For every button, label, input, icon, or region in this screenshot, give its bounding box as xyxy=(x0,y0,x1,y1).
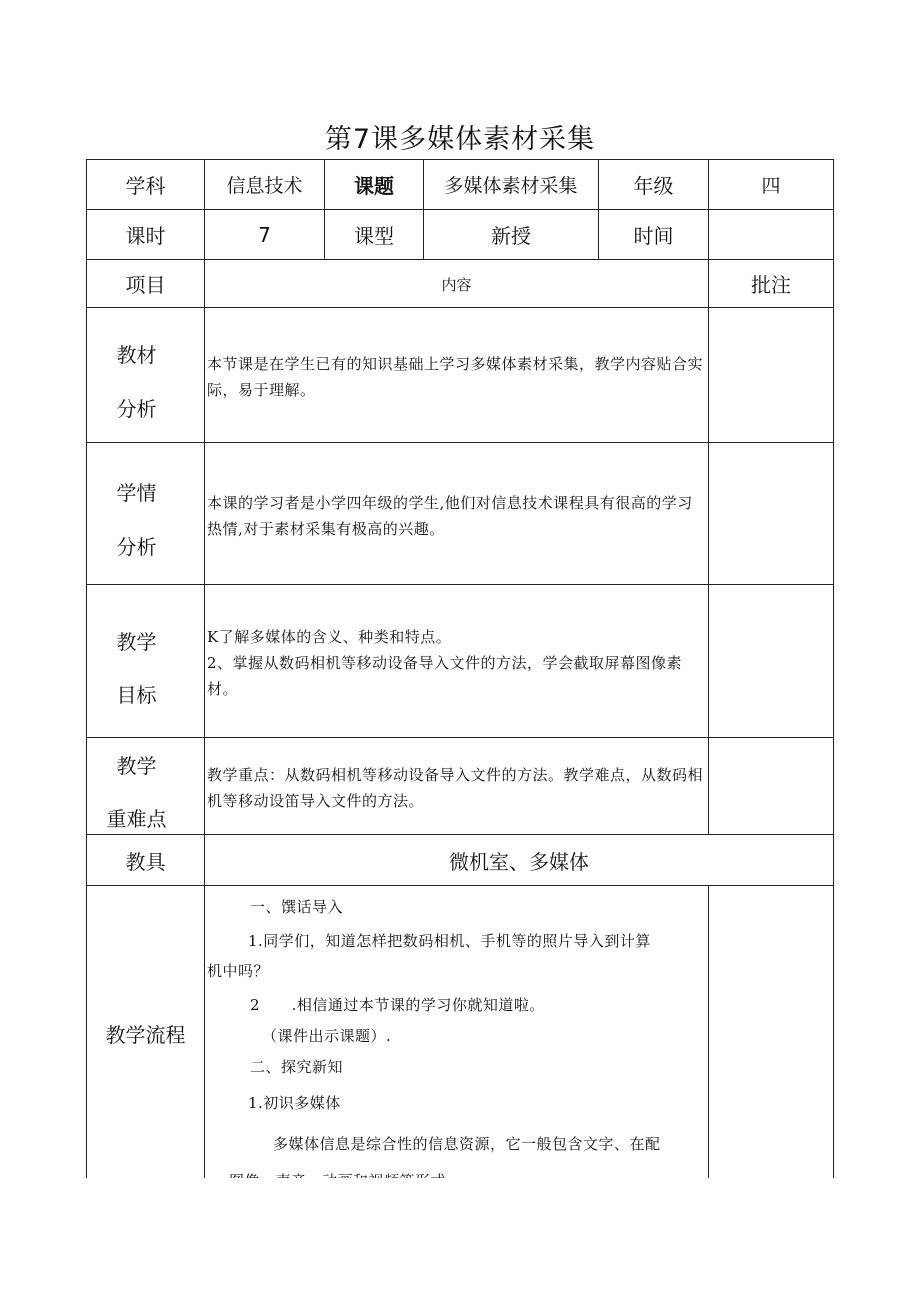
time-label: 时间 xyxy=(633,224,674,248)
goal-item: 2、掌握从数码相机等移动设备导入文件的方法，学会截取屏幕图像素材。 xyxy=(207,654,683,698)
learners-label-line2: 分析 xyxy=(116,535,157,559)
title-rest: 课多媒体素材采集 xyxy=(371,124,596,155)
tools-label: 教具 xyxy=(125,849,166,874)
keypoints-label-line2: 重难点 xyxy=(106,807,167,831)
row-divider xyxy=(86,885,834,886)
subject-label: 学科 xyxy=(125,174,166,198)
item-header: 项目 xyxy=(125,273,166,297)
subject-value: 信息技术 xyxy=(226,175,303,197)
lesson-label: 课题 xyxy=(354,174,394,198)
process-line: 一、馔话导入 xyxy=(250,898,344,916)
process-line: 1.初识多媒体 xyxy=(248,1094,341,1112)
period-value: 7 xyxy=(258,222,271,247)
period-label: 课时 xyxy=(125,224,166,248)
title-number: 7 xyxy=(352,124,372,155)
textbook-label-line1: 教材 xyxy=(116,343,157,367)
process-line: 多媒体信息是综合性的信息资源，它一般包含文字、在配 xyxy=(273,1135,661,1153)
process-line: 2 .相信通过本节课的学习你就知道啦。 xyxy=(250,996,545,1014)
row-divider xyxy=(86,584,834,585)
process-label: 教学流程 xyxy=(105,1022,186,1047)
goals-label-line2: 目标 xyxy=(116,683,157,707)
grade-label: 年级 xyxy=(633,174,674,198)
table-border-right xyxy=(833,159,834,1178)
textbook-analysis-text: 本节课是在学生已有的知识基础上学习多媒体素材采集，教学内容贴合实际，易于理解。 xyxy=(207,355,704,399)
goal-item: K了解多媒体的含义、种类和特点。 xyxy=(207,628,452,646)
grade-value: 四 xyxy=(761,175,781,197)
teaching-goals-text xyxy=(207,624,705,702)
goals-label-line1: 教学 xyxy=(116,630,157,654)
document-title xyxy=(0,117,920,156)
row-divider xyxy=(86,307,834,308)
row-divider xyxy=(86,737,834,738)
page-bottom-margin xyxy=(0,1178,920,1308)
notes-header: 批注 xyxy=(751,273,791,297)
process-line: 1.同学们，知道怎样把数码相机、手机等的照片导入到计算 xyxy=(248,932,651,950)
notes-column-divider xyxy=(708,885,709,1178)
row-divider xyxy=(86,442,834,443)
learner-analysis-text: 本课的学习者是小学四年级的学生,他们对信息技术课程具有很高的学习热情,对于素材采集有极高的兴趣。 xyxy=(207,494,693,538)
type-value: 新授 xyxy=(491,224,531,248)
tools-value: 微机室、多媒体 xyxy=(449,849,589,874)
process-line: 二、探究新知 xyxy=(250,1058,344,1076)
learners-label-line1: 学情 xyxy=(116,481,157,505)
lesson-value: 多媒体素材采集 xyxy=(444,175,578,197)
keypoints-text: 教学重点：从数码相机等移动设备导入文件的方法。教学难点，从数码相机等移动设笛导入文件的方法。 xyxy=(207,766,704,810)
column-divider xyxy=(204,159,205,1178)
process-line: 机中吗？ xyxy=(207,962,270,980)
time-value xyxy=(709,210,833,259)
type-label: 课型 xyxy=(354,224,394,248)
process-line: （课件出示课题）. xyxy=(262,1027,392,1045)
title-prefix: 第 xyxy=(324,124,353,155)
keypoints-label-line1: 教学 xyxy=(116,754,157,778)
textbook-label-line2: 分析 xyxy=(116,397,157,421)
content-header: 内容 xyxy=(441,276,472,294)
